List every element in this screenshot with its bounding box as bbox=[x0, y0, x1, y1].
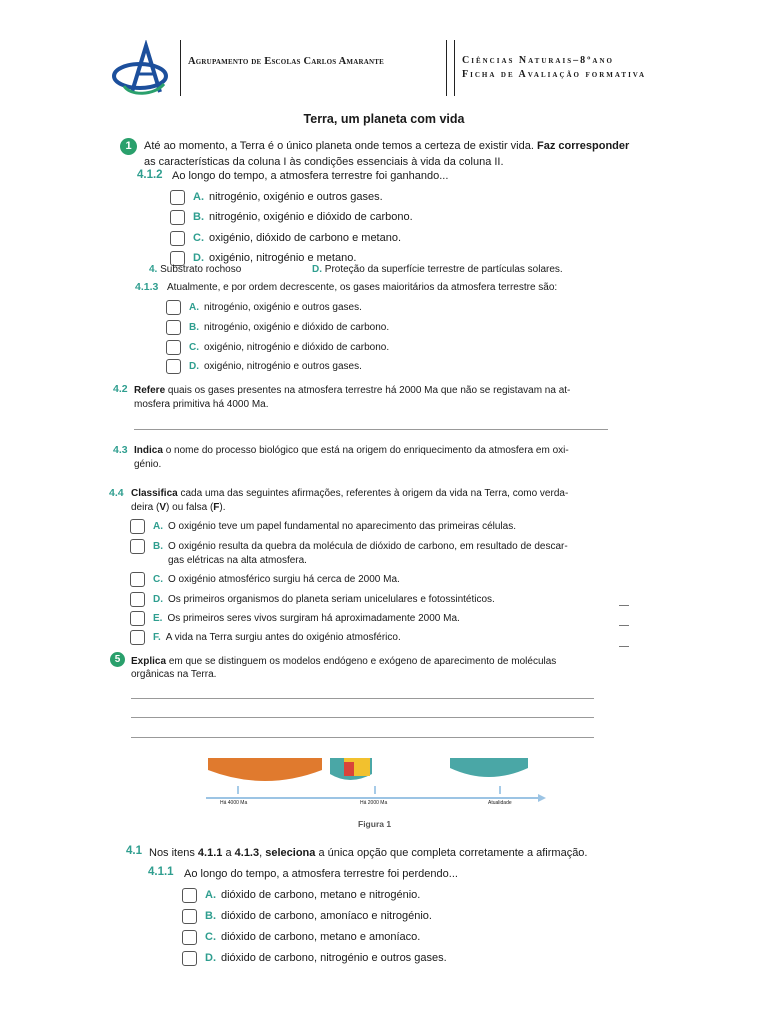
option-text: dióxido de carbono, amoníaco e nitrogénio. bbox=[221, 910, 432, 922]
checkbox[interactable] bbox=[130, 539, 145, 554]
option-4-1-1-b[interactable] bbox=[182, 908, 432, 924]
question-4-3-line2: génio. bbox=[134, 459, 162, 470]
option-text: dióxido de carbono, metano e amoníaco. bbox=[221, 931, 421, 943]
option-4-1-3-d[interactable] bbox=[166, 358, 362, 374]
question-4-1-1-number: 4.1.1 bbox=[148, 866, 174, 878]
option-text: nitrogénio, oxigénio e dióxido de carbono. bbox=[204, 321, 390, 333]
school-name: Agrupamento de Escolas Carlos Amarante bbox=[188, 56, 384, 67]
option-text: oxigénio, nitrogénio e metano. bbox=[209, 252, 357, 264]
question-4-4-number: 4.4 bbox=[109, 487, 124, 499]
checkbox[interactable] bbox=[166, 320, 181, 335]
statement-e[interactable] bbox=[130, 610, 460, 626]
checkbox[interactable] bbox=[166, 340, 181, 355]
option-text: nitrogénio, oxigénio e outros gases. bbox=[209, 191, 383, 203]
overlap-row bbox=[149, 264, 241, 276]
option-letter: A. bbox=[205, 889, 216, 901]
option-text: dióxido de carbono, metano e nitrogénio. bbox=[221, 889, 421, 901]
question-1-badge: 1 bbox=[120, 138, 137, 155]
option-letter: C. bbox=[189, 341, 199, 353]
option-letter: C. bbox=[193, 232, 204, 244]
overlap-row-right bbox=[312, 264, 563, 276]
option-letter: B. bbox=[193, 211, 204, 223]
question-4-2-line1: quais os gases presentes na atmosfera terrestre há 2000 Ma que não se registavam na at- bbox=[167, 385, 571, 396]
question-1-text bbox=[144, 140, 629, 153]
checkbox[interactable] bbox=[130, 592, 145, 607]
option-text: oxigénio, dióxido de carbono e metano. bbox=[209, 232, 402, 244]
statement-b[interactable] bbox=[130, 538, 568, 554]
false-marker: F bbox=[213, 502, 220, 513]
option-text: O oxigénio teve um papel fundamental no aparecimento das primeiras células. bbox=[168, 520, 516, 532]
question-4-1-2-stem: Ao longo do tempo, a atmosfera terrestre foi ganhando... bbox=[172, 170, 449, 182]
option-letter: D. bbox=[189, 360, 199, 372]
question-4-1-verb: seleciona bbox=[265, 847, 316, 859]
row-letter: D. bbox=[312, 264, 322, 275]
option-letter: A. bbox=[189, 301, 199, 313]
timeline-arrow-icon bbox=[538, 794, 546, 802]
option-text: oxigénio, nitrogénio e outros gases. bbox=[204, 360, 362, 372]
document-header bbox=[110, 40, 690, 100]
question-4-2-number: 4.2 bbox=[113, 383, 128, 395]
figure-label-4000: Há 4000 Ma bbox=[220, 800, 248, 806]
margin-dash bbox=[619, 625, 629, 626]
option-letter: D. bbox=[205, 952, 216, 964]
option-text: Os primeiros seres vivos surgiram há aproximadamente 2000 Ma. bbox=[167, 612, 460, 624]
option-4-1-2-a[interactable] bbox=[170, 189, 383, 205]
checkbox[interactable] bbox=[170, 210, 185, 225]
option-letter: D. bbox=[193, 252, 204, 264]
margin-dash bbox=[619, 605, 629, 606]
option-letter: A. bbox=[193, 191, 204, 203]
question-4-1-3-stem: Atualmente, e por ordem decrescente, os gases maioritários da atmosfera terrestre são: bbox=[167, 282, 558, 293]
figure-label-2000: Há 2000 Ma bbox=[360, 800, 388, 806]
question-4-3-verb: Indica bbox=[134, 445, 163, 456]
current-atmosphere-shape bbox=[450, 758, 528, 777]
option-letter: B. bbox=[189, 321, 199, 333]
question-4-4-line2 bbox=[131, 502, 226, 514]
question-4-4-verb: Classifica bbox=[131, 488, 178, 499]
statement-b-line2: gas elétricas na alta atmosfera. bbox=[168, 555, 307, 566]
question-1-text-a: Até ao momento, a Terra é o único planeta onde temos a certeza de existir vida. bbox=[144, 140, 534, 152]
question-4-3-line1: o nome do processo biológico que está na origem do enriquecimento da atmosfera em oxi- bbox=[165, 445, 569, 456]
figure-label-today: Atualidade bbox=[488, 800, 512, 806]
header-divider bbox=[446, 40, 447, 96]
question-4-1-1-stem: Ao longo do tempo, a atmosfera terrestre foi perdendo... bbox=[184, 868, 458, 880]
option-text: dióxido de carbono, nitrogénio e outros gases. bbox=[221, 952, 447, 964]
option-letter: F. bbox=[153, 631, 161, 643]
answer-line[interactable] bbox=[131, 717, 594, 718]
option-text: nitrogénio, oxigénio e dióxido de carbono. bbox=[209, 211, 413, 223]
question-5-line2: orgânicas na Terra. bbox=[131, 669, 217, 680]
option-4-1-2-c[interactable] bbox=[170, 230, 401, 246]
option-letter: C. bbox=[153, 573, 163, 585]
statement-d[interactable] bbox=[130, 591, 495, 607]
question-4-1-number: 4.1 bbox=[126, 845, 142, 857]
option-4-1-1-d[interactable] bbox=[182, 950, 447, 966]
text-part: Nos itens bbox=[149, 847, 195, 859]
row-text: Proteção da superfície terrestre de partículas solares. bbox=[324, 264, 563, 275]
question-4-3-text bbox=[134, 445, 569, 457]
answer-line[interactable] bbox=[131, 737, 594, 738]
option-text: Os primeiros organismos do planeta seriam unicelulares e fotossintéticos. bbox=[168, 593, 495, 605]
text-part: a única opção que completa corretamente a afirmação. bbox=[318, 847, 588, 859]
margin-dash bbox=[619, 646, 629, 647]
early-atmosphere-shape bbox=[208, 758, 322, 781]
question-5-badge: 5 bbox=[110, 652, 125, 667]
option-text: O oxigénio atmosférico surgiu há cerca de 2000 Ma. bbox=[168, 573, 400, 585]
item-ref: 4.1.3 bbox=[234, 847, 260, 859]
option-letter: C. bbox=[205, 931, 216, 943]
question-4-3-number: 4.3 bbox=[113, 444, 128, 456]
option-text: oxigénio, nitrogénio e dióxido de carbono. bbox=[204, 341, 390, 353]
question-4-2-text bbox=[134, 385, 570, 397]
statement-a[interactable] bbox=[130, 518, 516, 534]
header-divider bbox=[454, 40, 455, 96]
option-4-1-1-c[interactable] bbox=[182, 929, 420, 945]
figure-caption: Figura 1 bbox=[358, 819, 392, 829]
question-4-2-line2: mosfera primitiva há 4000 Ma. bbox=[134, 399, 269, 410]
checkbox[interactable] bbox=[130, 611, 145, 626]
option-4-1-3-c[interactable] bbox=[166, 339, 389, 355]
option-4-1-3-a[interactable] bbox=[166, 299, 362, 315]
text-part: deira ( bbox=[131, 502, 160, 513]
question-4-4-text bbox=[131, 488, 568, 500]
option-letter: B. bbox=[205, 910, 216, 922]
question-5-line1: em que se distinguem os modelos endógeno e exógeno de aparecimento de moléculas bbox=[168, 656, 557, 667]
row-text: Substrato rochoso bbox=[160, 264, 242, 275]
checkbox[interactable] bbox=[182, 930, 197, 945]
school-logo-icon bbox=[110, 40, 174, 98]
true-marker: V bbox=[159, 502, 167, 513]
option-letter: B. bbox=[153, 540, 163, 552]
question-4-4-line1: cada uma das seguintes afirmações, referentes à origem da vida na Terra, como verda- bbox=[180, 488, 569, 499]
question-5-text bbox=[131, 656, 556, 668]
option-letter: D. bbox=[153, 593, 163, 605]
middle-co2-layer bbox=[344, 762, 354, 776]
checkbox[interactable] bbox=[182, 951, 197, 966]
option-text: A vida na Terra surgiu antes do oxigénio atmosférico. bbox=[165, 631, 401, 643]
question-5-verb: Explica bbox=[131, 656, 167, 667]
question-4-1-text bbox=[149, 847, 587, 860]
question-4-1-3-number: 4.1.3 bbox=[135, 281, 159, 293]
checkbox[interactable] bbox=[166, 300, 181, 315]
checkbox[interactable] bbox=[130, 572, 145, 587]
statement-c[interactable] bbox=[130, 571, 400, 587]
option-4-1-2-b[interactable] bbox=[170, 209, 413, 225]
question-1-verb: Faz corresponder bbox=[536, 140, 630, 152]
text-part: ). bbox=[219, 502, 226, 513]
checkbox[interactable] bbox=[130, 519, 145, 534]
statement-f[interactable] bbox=[130, 629, 401, 645]
subject-line-2: Ficha de Avaliação formativa bbox=[462, 69, 647, 80]
question-4-2-verb: Refere bbox=[134, 385, 166, 396]
option-4-1-3-b[interactable] bbox=[166, 319, 389, 335]
subject-title bbox=[462, 54, 646, 82]
text-part: , bbox=[259, 847, 263, 859]
subject-line-1: Ciências Naturais–8ºano bbox=[462, 55, 614, 66]
answer-line[interactable] bbox=[131, 698, 594, 699]
checkbox[interactable] bbox=[182, 888, 197, 903]
option-text: O oxigénio resulta da quebra da molécula de dióxido de carbono, em resultado de descar- bbox=[168, 540, 568, 552]
option-4-1-1-a[interactable] bbox=[182, 887, 420, 903]
checkbox[interactable] bbox=[182, 909, 197, 924]
checkbox[interactable] bbox=[170, 190, 185, 205]
text-part: ) ou falsa ( bbox=[166, 502, 214, 513]
figure-1 bbox=[200, 752, 550, 832]
checkbox[interactable] bbox=[130, 630, 145, 645]
checkbox[interactable] bbox=[170, 231, 185, 246]
checkbox[interactable] bbox=[166, 359, 181, 374]
text-part: a bbox=[225, 847, 232, 859]
row-number: 4. bbox=[149, 264, 158, 275]
page-title: Terra, um planeta com vida bbox=[303, 112, 465, 126]
item-ref: 4.1.1 bbox=[197, 847, 223, 859]
header-divider bbox=[180, 40, 181, 96]
option-letter: A. bbox=[153, 520, 163, 532]
option-text: nitrogénio, oxigénio e outros gases. bbox=[204, 301, 362, 313]
question-4-1-2-number: 4.1.2 bbox=[137, 169, 163, 181]
option-letter: E. bbox=[153, 612, 163, 624]
answer-line[interactable] bbox=[134, 429, 608, 430]
question-1-text-line2: as características da coluna I às condições essenciais à vida da coluna II. bbox=[144, 156, 504, 168]
